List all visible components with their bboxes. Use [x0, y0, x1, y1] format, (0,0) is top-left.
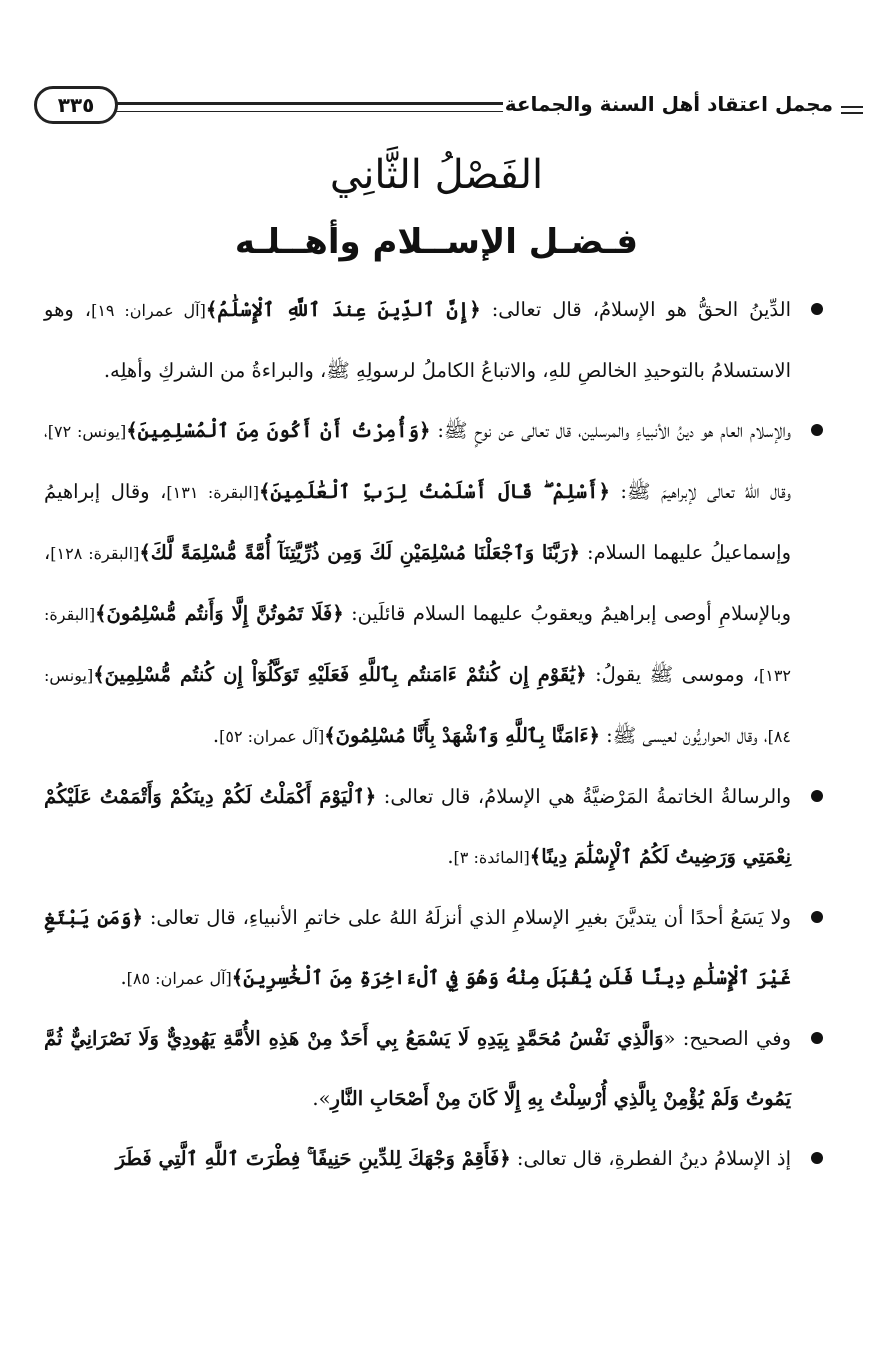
text-run: ولا يَسَعُ أحدًا أن يتديَّنَ بغيرِ الإسلامِ الذي أنزلَهُ اللهُ على خاتمِ الأنبياءِ، قال تعالى: [142, 906, 791, 929]
text-run: ، وموسى ﷺ يقولُ: [586, 663, 759, 686]
text-run: ». [312, 1087, 331, 1110]
quran-verse: ﴿إِنَّ ٱلدِّينَ عِندَ ٱللَّهِ ٱلْإِسْلَٰمُ﴾ [205, 298, 481, 321]
verse-reference: [يونس: ٧٢] [47, 422, 127, 441]
bullet-icon [811, 1152, 823, 1164]
quran-verse: ﴿ٱلْيَوْمَ أَكْمَلْتُ لَكُمْ دِينَكُمْ وَأَتْمَمْتُ عَلَيْكُمْ نِعْمَتِي وَرَضِيتُ لَكُمُ ٱلْإِسْلَٰمَ دِينًا﴾ [44, 785, 791, 868]
verse-reference: [البقرة: ١٣٢] [44, 605, 791, 685]
text-run: والرسالةُ الخاتمةُ المَرْضيَّةُ هي الإسلامُ، قال تعالى: [376, 785, 791, 808]
bullet-paragraph [44, 767, 827, 888]
bullet-icon [811, 303, 823, 315]
bullet-paragraph [44, 280, 827, 401]
bullet-paragraph [44, 401, 827, 767]
quran-verse: ﴿فَلَا تَمُوتُنَّ إِلَّا وَأَنتُم مُّسْلِمُونَ﴾ [95, 602, 344, 625]
verse-reference: [آل عمران: ١٩] [91, 301, 206, 320]
verse-reference: [البقرة: ١٢٨] [50, 544, 140, 563]
section-title: فـضـل الإســلام وأهــلـه [234, 222, 639, 262]
verse-reference: [آل عمران: ٨٥] [126, 969, 232, 988]
bullet-icon [811, 1032, 823, 1044]
text-run: ، وهو الاستسلامُ بالتوحيدِ الخالصِ للهِ، والاتباعُ الكاملُ لرسولِهِ ﷺ، والبراءةُ من الشركِ وأهلِه. [44, 298, 791, 382]
verse-reference: [آل عمران: ٥٢] [219, 727, 325, 746]
quran-verse: ﴿وَأُمِرْتُ أَنْ أَكُونَ مِنَ ٱلْمُسْلِمِينَ﴾ [126, 419, 431, 442]
text-run: ، وقال إبراهيمُ وإسماعيلُ عليهما السلام: [44, 480, 791, 564]
bullet-icon [811, 911, 823, 923]
text-run: ، وقال الحواريُّون لعيسى ﷺ: [599, 724, 768, 747]
running-title: مجمل اعتقاد أهل السنة والجماعة [504, 92, 833, 116]
verse-reference: [يونس: ٨٤] [44, 666, 791, 746]
text-run: . [120, 966, 127, 989]
text-run: ، وقال اللهُ تعالى لإبراهيمَ ﷺ: [44, 419, 791, 503]
text-run: إذ الإسلامُ دينُ الفطرةِ، قال تعالى: [510, 1147, 791, 1170]
hadith-quote: وَالَّذِي نَفْسُ مُحَمَّدٍ بِيَدِهِ لَا يَسْمَعُ بِي أَحَدٌ مِنْ هَذِهِ الأُمَّةِ يَهُودِيٌّ وَلَا نَصْرَانِيٌّ ثُمَّ يَمُوتُ وَلَمْ يُؤْمِنْ بِالَّذِي أُرْسِلْتُ بِهِ إِلَّا كَانَ مِنْ أَصْحَابِ النَّارِ [44, 1027, 791, 1110]
text-run: ، وبالإسلامِ أوصى إبراهيمُ ويعقوبُ عليهما السلام قائلَين: [44, 541, 791, 625]
quran-verse: ﴿أَسْلِمْ ۖ قَالَ أَسْلَمْتُ لِرَبِّ ٱلْعَٰلَمِينَ﴾ [258, 480, 610, 503]
header-rule [92, 102, 503, 112]
bullet-paragraph [44, 1129, 827, 1189]
text-run: والإسلام العام هو دينُ الأنبياءِ والمرسلين، قال تعالى عن نوحٍ ﷺ: [430, 419, 792, 442]
chapter-heading: الفَصْلُ الثَّانِي [329, 152, 544, 198]
text-run: . [447, 845, 454, 868]
bullet-paragraph [44, 888, 827, 1009]
body-text [44, 280, 827, 1189]
bullet-paragraph [44, 1009, 827, 1129]
quran-verse: ﴿ءَامَنَّا بِٱللَّهِ وَٱشْهَدْ بِأَنَّا مُسْلِمُونَ﴾ [324, 724, 600, 747]
page-number: ٣٣٥ [34, 86, 118, 124]
quran-verse: ﴿يَٰقَوْمِ إِن كُنتُمْ ءَامَنتُم بِٱللَّهِ فَعَلَيْهِ تَوَكَّلُوٓاْ إِن كُنتُم مُّسْلِمِينَ﴾ [93, 663, 587, 686]
text-run: وفي الصحيح: « [663, 1027, 792, 1050]
header-double-dash [841, 106, 863, 114]
quran-verse: ﴿فَأَقِمْ وَجْهَكَ لِلدِّينِ حَنِيفًا ۚ فِطْرَتَ ٱللَّهِ ٱلَّتِي فَطَرَ [115, 1147, 511, 1170]
text-run: . [212, 724, 220, 747]
bullet-icon [811, 790, 823, 802]
text-run: الدِّينُ الحقُّ هو الإسلامُ، قال تعالى: [480, 298, 792, 321]
verse-reference: [البقرة: ١٣١] [166, 483, 259, 502]
quran-verse: ﴿رَبَّنَا وَٱجْعَلْنَا مُسْلِمَيْنِ لَكَ وَمِن ذُرِّيَّتِنَآ أُمَّةً مُّسْلِمَةً لَّكَ﴾ [139, 541, 580, 564]
verse-reference: [المائدة: ٣] [453, 848, 530, 867]
bullet-icon [811, 424, 823, 436]
quran-verse: ﴿وَمَن يَبْتَغِ غَيْرَ ٱلْإِسْلَٰمِ دِينًا فَلَن يُقْبَلَ مِنْهُ وَهُوَ فِي ٱلْءَاخِرَةِ مِنَ ٱلْخَٰسِرِينَ﴾ [44, 906, 791, 989]
running-header [34, 86, 833, 130]
